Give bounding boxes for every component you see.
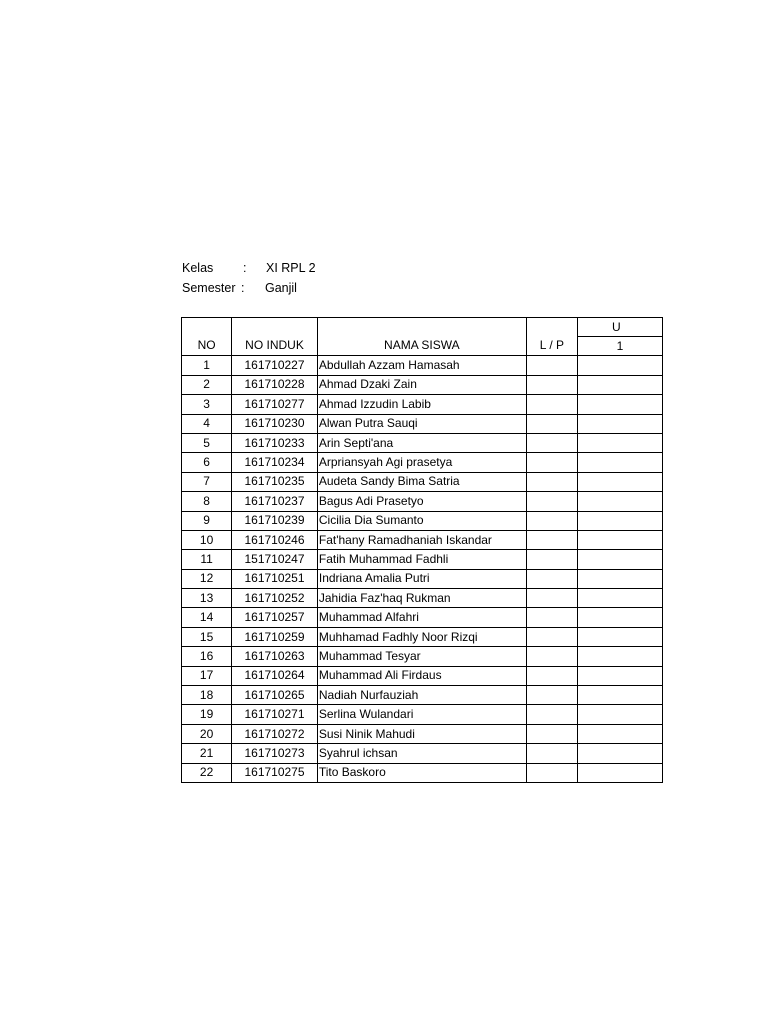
- cell-lp: [526, 414, 577, 433]
- cell-lp: [526, 433, 577, 452]
- table-row: [182, 395, 663, 414]
- cell-no: 19: [182, 705, 232, 724]
- cell-lp: [526, 492, 577, 511]
- table-row: [182, 453, 663, 472]
- table-row: [182, 647, 663, 666]
- cell-nama-siswa: Ahmad Izzudin Labib: [317, 395, 526, 414]
- cell-no-induk: 161710228: [232, 375, 318, 394]
- cell-nama-siswa: Fatih Muhammad Fadhli: [317, 550, 526, 569]
- cell-no-induk: 161710233: [232, 433, 318, 452]
- cell-no-induk: 161710234: [232, 453, 318, 472]
- cell-nama-siswa: Muhhamad Fadhly Noor Rizqi: [317, 627, 526, 646]
- cell-nama-siswa: Susi Ninik Mahudi: [317, 724, 526, 743]
- cell-no: 20: [182, 724, 232, 743]
- table-row: [182, 627, 663, 646]
- kelas-value: XI RPL 2: [266, 261, 316, 275]
- cell-no: 13: [182, 589, 232, 608]
- header-lp: L / P: [526, 337, 577, 356]
- header-row: [182, 337, 663, 356]
- cell-no-induk: 161710259: [232, 627, 318, 646]
- cell-no: 11: [182, 550, 232, 569]
- cell-nama-siswa: Indriana Amalia Putri: [317, 569, 526, 588]
- cell-no-induk: 161710257: [232, 608, 318, 627]
- cell-lp: [526, 589, 577, 608]
- cell-lp: [526, 453, 577, 472]
- cell-nama-siswa: Muhammad Tesyar: [317, 647, 526, 666]
- cell-nama-siswa: Tito Baskoro: [317, 763, 526, 782]
- table-row: [182, 705, 663, 724]
- cell-score-1: [577, 492, 662, 511]
- cell-score-1: [577, 472, 662, 491]
- cell-score-1: [577, 608, 662, 627]
- header-no: NO: [182, 337, 232, 356]
- cell-score-1: [577, 453, 662, 472]
- table-row: [182, 492, 663, 511]
- cell-lp: [526, 608, 577, 627]
- cell-nama-siswa: Muhammad Ali Firdaus: [317, 666, 526, 685]
- header-induk-top: [232, 318, 318, 337]
- cell-no-induk: 161710235: [232, 472, 318, 491]
- table-row: [182, 589, 663, 608]
- table-row: [182, 763, 663, 782]
- cell-lp: [526, 356, 577, 375]
- cell-score-1: [577, 356, 662, 375]
- cell-lp: [526, 724, 577, 743]
- cell-lp: [526, 627, 577, 646]
- cell-score-1: [577, 763, 662, 782]
- cell-score-1: [577, 744, 662, 763]
- cell-nama-siswa: Bagus Adi Prasetyo: [317, 492, 526, 511]
- cell-no-induk: 161710275: [232, 763, 318, 782]
- cell-nama-siswa: Syahrul ichsan: [317, 744, 526, 763]
- cell-no-induk: 161710273: [232, 744, 318, 763]
- table-row: [182, 569, 663, 588]
- cell-no-induk: 161710252: [232, 589, 318, 608]
- cell-nama-siswa: Alwan Putra Sauqi: [317, 414, 526, 433]
- table-row: [182, 356, 663, 375]
- cell-no: 17: [182, 666, 232, 685]
- cell-no-induk: 151710247: [232, 550, 318, 569]
- cell-no: 22: [182, 763, 232, 782]
- cell-score-1: [577, 550, 662, 569]
- cell-no: 5: [182, 433, 232, 452]
- cell-lp: [526, 472, 577, 491]
- cell-lp: [526, 744, 577, 763]
- student-table: [181, 317, 663, 783]
- cell-no-induk: 161710227: [232, 356, 318, 375]
- cell-lp: [526, 395, 577, 414]
- cell-no-induk: 161710239: [232, 511, 318, 530]
- cell-score-1: [577, 589, 662, 608]
- cell-score-1: [577, 569, 662, 588]
- table-row: [182, 433, 663, 452]
- header-lp-top: [526, 318, 577, 337]
- table-row: [182, 744, 663, 763]
- cell-no-induk: 161710265: [232, 686, 318, 705]
- cell-no-induk: 161710277: [232, 395, 318, 414]
- cell-no: 12: [182, 569, 232, 588]
- cell-nama-siswa: Ahmad Dzaki Zain: [317, 375, 526, 394]
- cell-no-induk: 161710237: [232, 492, 318, 511]
- cell-no: 21: [182, 744, 232, 763]
- cell-lp: [526, 686, 577, 705]
- student-table-container: [181, 317, 663, 784]
- header-nama-siswa: NAMA SISWA: [317, 337, 526, 356]
- table-row: [182, 530, 663, 549]
- cell-no: 10: [182, 530, 232, 549]
- cell-lp: [526, 550, 577, 569]
- cell-no: 8: [182, 492, 232, 511]
- semester-value: Ganjil: [265, 281, 297, 295]
- cell-score-1: [577, 686, 662, 705]
- table-row: [182, 511, 663, 530]
- cell-no-induk: 161710264: [232, 666, 318, 685]
- cell-nama-siswa: Cicilia Dia Sumanto: [317, 511, 526, 530]
- table-row: [182, 414, 663, 433]
- cell-lp: [526, 705, 577, 724]
- cell-score-1: [577, 647, 662, 666]
- table-row: [182, 666, 663, 685]
- cell-lp: [526, 647, 577, 666]
- cell-no-induk: 161710251: [232, 569, 318, 588]
- header-group-u: U: [577, 318, 662, 337]
- cell-no-induk: 161710272: [232, 724, 318, 743]
- cell-no: 16: [182, 647, 232, 666]
- cell-nama-siswa: Nadiah Nurfauziah: [317, 686, 526, 705]
- cell-no: 1: [182, 356, 232, 375]
- cell-no: 7: [182, 472, 232, 491]
- table-row: [182, 608, 663, 627]
- header-nama-top: [317, 318, 526, 337]
- table-row: [182, 686, 663, 705]
- cell-lp: [526, 511, 577, 530]
- cell-no: 18: [182, 686, 232, 705]
- semester-colon: :: [241, 281, 245, 295]
- kelas-colon: :: [243, 261, 247, 275]
- kelas-label: Kelas: [182, 261, 214, 275]
- table-row: [182, 472, 663, 491]
- cell-lp: [526, 666, 577, 685]
- cell-no: 3: [182, 395, 232, 414]
- cell-score-1: [577, 724, 662, 743]
- cell-nama-siswa: Jahidia Faz'haq Rukman: [317, 589, 526, 608]
- cell-no-induk: 161710230: [232, 414, 318, 433]
- cell-no: 2: [182, 375, 232, 394]
- cell-nama-siswa: Audeta Sandy Bima Satria: [317, 472, 526, 491]
- cell-no: 9: [182, 511, 232, 530]
- header-no-induk: NO INDUK: [232, 337, 318, 356]
- cell-score-1: [577, 511, 662, 530]
- cell-lp: [526, 530, 577, 549]
- cell-nama-siswa: Serlina Wulandari: [317, 705, 526, 724]
- cell-no: 4: [182, 414, 232, 433]
- cell-score-1: [577, 375, 662, 394]
- cell-nama-siswa: Arpriansyah Agi prasetya: [317, 453, 526, 472]
- cell-score-1: [577, 705, 662, 724]
- header-no-top: [182, 318, 232, 337]
- cell-score-1: [577, 433, 662, 452]
- header-sub-1: 1: [577, 337, 662, 356]
- cell-score-1: [577, 414, 662, 433]
- cell-nama-siswa: Muhammad Alfahri: [317, 608, 526, 627]
- cell-lp: [526, 569, 577, 588]
- cell-lp: [526, 375, 577, 394]
- table-row: [182, 550, 663, 569]
- cell-nama-siswa: Fat'hany Ramadhaniah Iskandar: [317, 530, 526, 549]
- cell-no: 6: [182, 453, 232, 472]
- cell-score-1: [577, 666, 662, 685]
- table-row: [182, 375, 663, 394]
- table-row: [182, 724, 663, 743]
- cell-score-1: [577, 395, 662, 414]
- cell-no: 15: [182, 627, 232, 646]
- cell-no: 14: [182, 608, 232, 627]
- cell-nama-siswa: Arin Septi'ana: [317, 433, 526, 452]
- cell-nama-siswa: Abdullah Azzam Hamasah: [317, 356, 526, 375]
- cell-no-induk: 161710246: [232, 530, 318, 549]
- cell-no-induk: 161710263: [232, 647, 318, 666]
- cell-score-1: [577, 530, 662, 549]
- semester-label: Semester: [182, 281, 236, 295]
- cell-no-induk: 161710271: [232, 705, 318, 724]
- header-row-top: [182, 318, 663, 337]
- cell-score-1: [577, 627, 662, 646]
- cell-lp: [526, 763, 577, 782]
